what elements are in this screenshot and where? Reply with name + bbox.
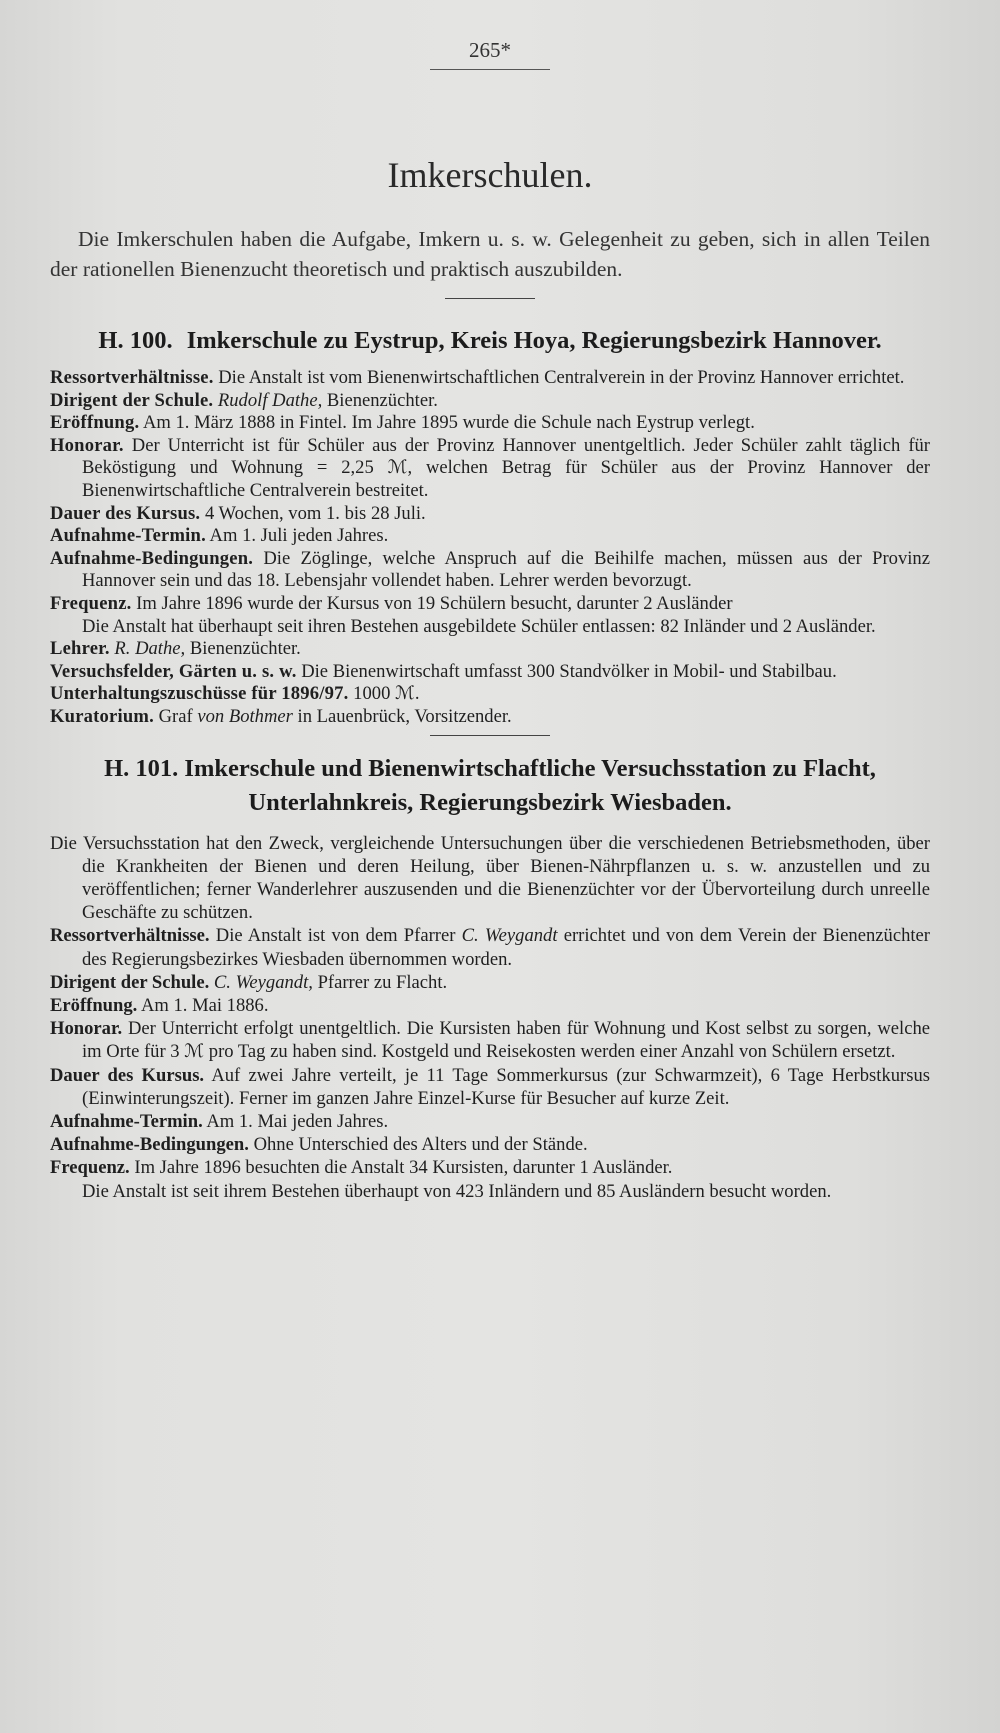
entry-text: Am 1. Juli jeden Jahres. — [209, 525, 389, 547]
entry-frequenz-continuation: Die Anstalt hat überhaupt seit ihren Bestehen ausgebildete Schüler entlassen: 82 Inländer und 2 Ausländer. — [82, 615, 876, 637]
entry-aufnahme-termin — [50, 1110, 930, 1133]
header-rule — [430, 69, 550, 70]
entry-text: Am 1. Mai jeden Jahres. — [206, 1110, 389, 1132]
entry-text: Der Unterricht erfolgt unentgeltlich. Die Kursisten haben für Wohnung und Kost selbst zu sorgen, welche im Orte für 3 ℳ pro Tag zu haben sind. Kostgeld und Reisekosten werden einer Anzahl von Schülern ersetzt. — [82, 1018, 930, 1063]
page-title: Imkerschulen. — [387, 155, 593, 195]
entry-text: 1000 ℳ. — [353, 683, 420, 705]
entry-eroeffnung — [50, 412, 930, 435]
section-heading-h101 — [50, 752, 930, 820]
entry-label: Kuratorium. — [50, 705, 154, 727]
intro-paragraph: Die Imkerschulen haben die Aufgabe, Imkern u. s. w. Gelegenheit zu geben, sich in allen Teilen der rationellen Bienenzucht theoretisch und praktisch auszubilden. — [50, 227, 930, 281]
entry-aufnahme-termin — [50, 525, 930, 548]
entry-zuschuesse — [50, 683, 930, 706]
section-title: Imkerschule zu Eystrup, Kreis Hoya, Regierungsbezirk Hannover. — [186, 327, 882, 354]
entry-label: Ressortverhältnisse. — [50, 925, 210, 947]
entry-label: Lehrer. — [50, 638, 110, 660]
entry-label: Unterhaltungszuschüsse für 1896/97. — [50, 683, 349, 705]
entry-text: in Lauenbrück, Vorsitzender. — [297, 705, 512, 727]
entry-honorar — [50, 1017, 930, 1063]
entry-eroeffnung — [50, 994, 930, 1017]
entry-label: Frequenz. — [50, 592, 132, 614]
entry-name: C. Weygandt — [461, 925, 558, 947]
entry-name: C. Weygandt, — [213, 971, 313, 993]
entry-text: Am 1. März 1888 in Fintel. Im Jahre 1895 wurde die Schule nach Eystrup verlegt. — [142, 412, 755, 434]
entry-text-a: Die Anstalt ist von dem Pfarrer — [215, 925, 456, 947]
entry-text: Im Jahre 1896 besuchten die Anstalt 34 Kursisten, darunter 1 Ausländer. — [134, 1157, 673, 1179]
entry-text: Der Unterricht ist für Schüler aus der Provinz Hannover unentgeltlich. Jeder Schüler zahlt täglich für Beköstigung und Wohnung = 2,25 ℳ, welchen Betrag für Schüler aus der Provinz Hannover der Bienenwirtschaftliche Centralverein bestreitet. — [82, 434, 931, 501]
section-intro: Die Versuchsstation hat den Zweck, vergleichende Untersuchungen über die verschiedenen Betriebsmethoden, über die Krankheiten der Bienen und deren Heilung, über Bienen-Nährpflanzen u. s. w. anzustellen und zu veröffentlichen; ferner Wanderlehrer auszusenden und die Bienenzüchter vor der Übervorteilung durch unreelle Geschäfte zu schützen. — [50, 832, 930, 924]
page-content — [50, 38, 930, 1203]
entry-label: Dauer des Kursus. — [50, 1064, 205, 1086]
entry-text: Im Jahre 1896 wurde der Kursus von 19 Schülern besucht, darunter 2 Ausländer — [136, 592, 733, 614]
entry-text: 4 Wochen, vom 1. bis 28 Juli. — [204, 502, 426, 524]
entry-label: Eröffnung. — [50, 994, 138, 1016]
entry-text: Bienenzüchter. — [326, 389, 438, 411]
section-title: Imkerschule und Bienenwirtschaftliche Versuchsstation zu Flacht, Unterlahnkreis, Regierungsbezirk Wiesbaden. — [184, 754, 876, 816]
entry-aufnahme-bedingungen — [50, 548, 930, 593]
entry-text: Pfarrer zu Flacht. — [317, 971, 448, 993]
entry-frequenz — [50, 593, 930, 616]
entry-label: Ressortverhältnisse. — [50, 367, 214, 388]
entry-text: Auf zwei Jahre verteilt, je 11 Tage Sommerkursus (zur Schwarmzeit), 6 Tage Herbstkursus (Einwinterungszeit). Ferner im ganzen Jahre Einzel-Kurse für Besucher auf kurze Zeit. — [82, 1064, 931, 1109]
entry-frequenz — [50, 1156, 930, 1179]
section-number: H. 100. — [98, 327, 173, 354]
entry-text: errichtet und von dem Verein der Bienenzüchter des Regierungsbezirkes Wiesbaden übernommen worden. — [82, 925, 930, 970]
entry-text: Ohne Unterschied des Alters und der Stände. — [253, 1134, 588, 1156]
entry-label: Honorar. — [50, 434, 124, 456]
entry-versuchsfelder — [50, 661, 930, 684]
entry-ressort — [50, 924, 930, 970]
entry-text: Die Anstalt ist vom Bienenwirtschaftlichen Centralverein in der Provinz Hannover errichtet. — [218, 367, 905, 388]
entry-label: Eröffnung. — [50, 412, 140, 434]
entry-dauer — [50, 1064, 930, 1110]
entry-text: Die Bienenwirtschaft umfasst 300 Standvölker in Mobil- und Stabilbau. — [301, 660, 837, 682]
separator-rule — [430, 735, 550, 736]
entry-name: R. Dathe, — [114, 638, 186, 660]
entry-label: Honorar. — [50, 1018, 123, 1040]
entry-dauer — [50, 503, 930, 526]
entry-name: von Bothmer — [197, 705, 293, 727]
entry-label: Aufnahme-Termin. — [50, 525, 206, 547]
entry-label: Versuchsfelder, Gärten u. s. w. — [50, 660, 297, 682]
entry-text: Die Zöglinge, welche Anspruch auf die Beihilfe machen, müssen aus der Provinz Hannover sein und das 18. Lebensjahr vollendet haben. Lehrer werden bevorzugt. — [82, 547, 930, 592]
entry-honorar — [50, 435, 930, 503]
entry-text: Am 1. Mai 1886. — [140, 994, 269, 1016]
section-number: H. 101. — [104, 754, 179, 782]
section-heading-h100 — [50, 325, 930, 357]
entry-prefix: Graf — [158, 705, 193, 727]
entry-label: Dirigent der Schule. — [50, 971, 210, 993]
entry-kuratorium — [50, 706, 930, 729]
entry-label: Dirigent der Schule. — [50, 389, 214, 411]
entry-label: Frequenz. — [50, 1157, 130, 1179]
separator-rule — [445, 298, 535, 299]
entry-lehrer — [50, 638, 930, 661]
entry-label: Aufnahme-Bedingungen. — [50, 547, 254, 569]
entry-dirigent — [50, 971, 930, 994]
entry-frequenz-continuation: Die Anstalt ist seit ihrem Bestehen überhaupt von 423 Inländern und 85 Ausländern besucht worden. — [82, 1180, 832, 1202]
entry-label: Aufnahme-Bedingungen. — [50, 1134, 249, 1156]
entry-dirigent — [50, 390, 930, 413]
entry-label: Dauer des Kursus. — [50, 502, 201, 524]
entry-ressort — [50, 367, 930, 390]
entry-label: Aufnahme-Termin. — [50, 1110, 203, 1132]
entry-text: Bienenzüchter. — [189, 638, 301, 660]
entry-name: Rudolf Dathe, — [217, 389, 323, 411]
page-number: 265* — [469, 38, 511, 62]
entry-aufnahme-bedingungen — [50, 1133, 930, 1156]
